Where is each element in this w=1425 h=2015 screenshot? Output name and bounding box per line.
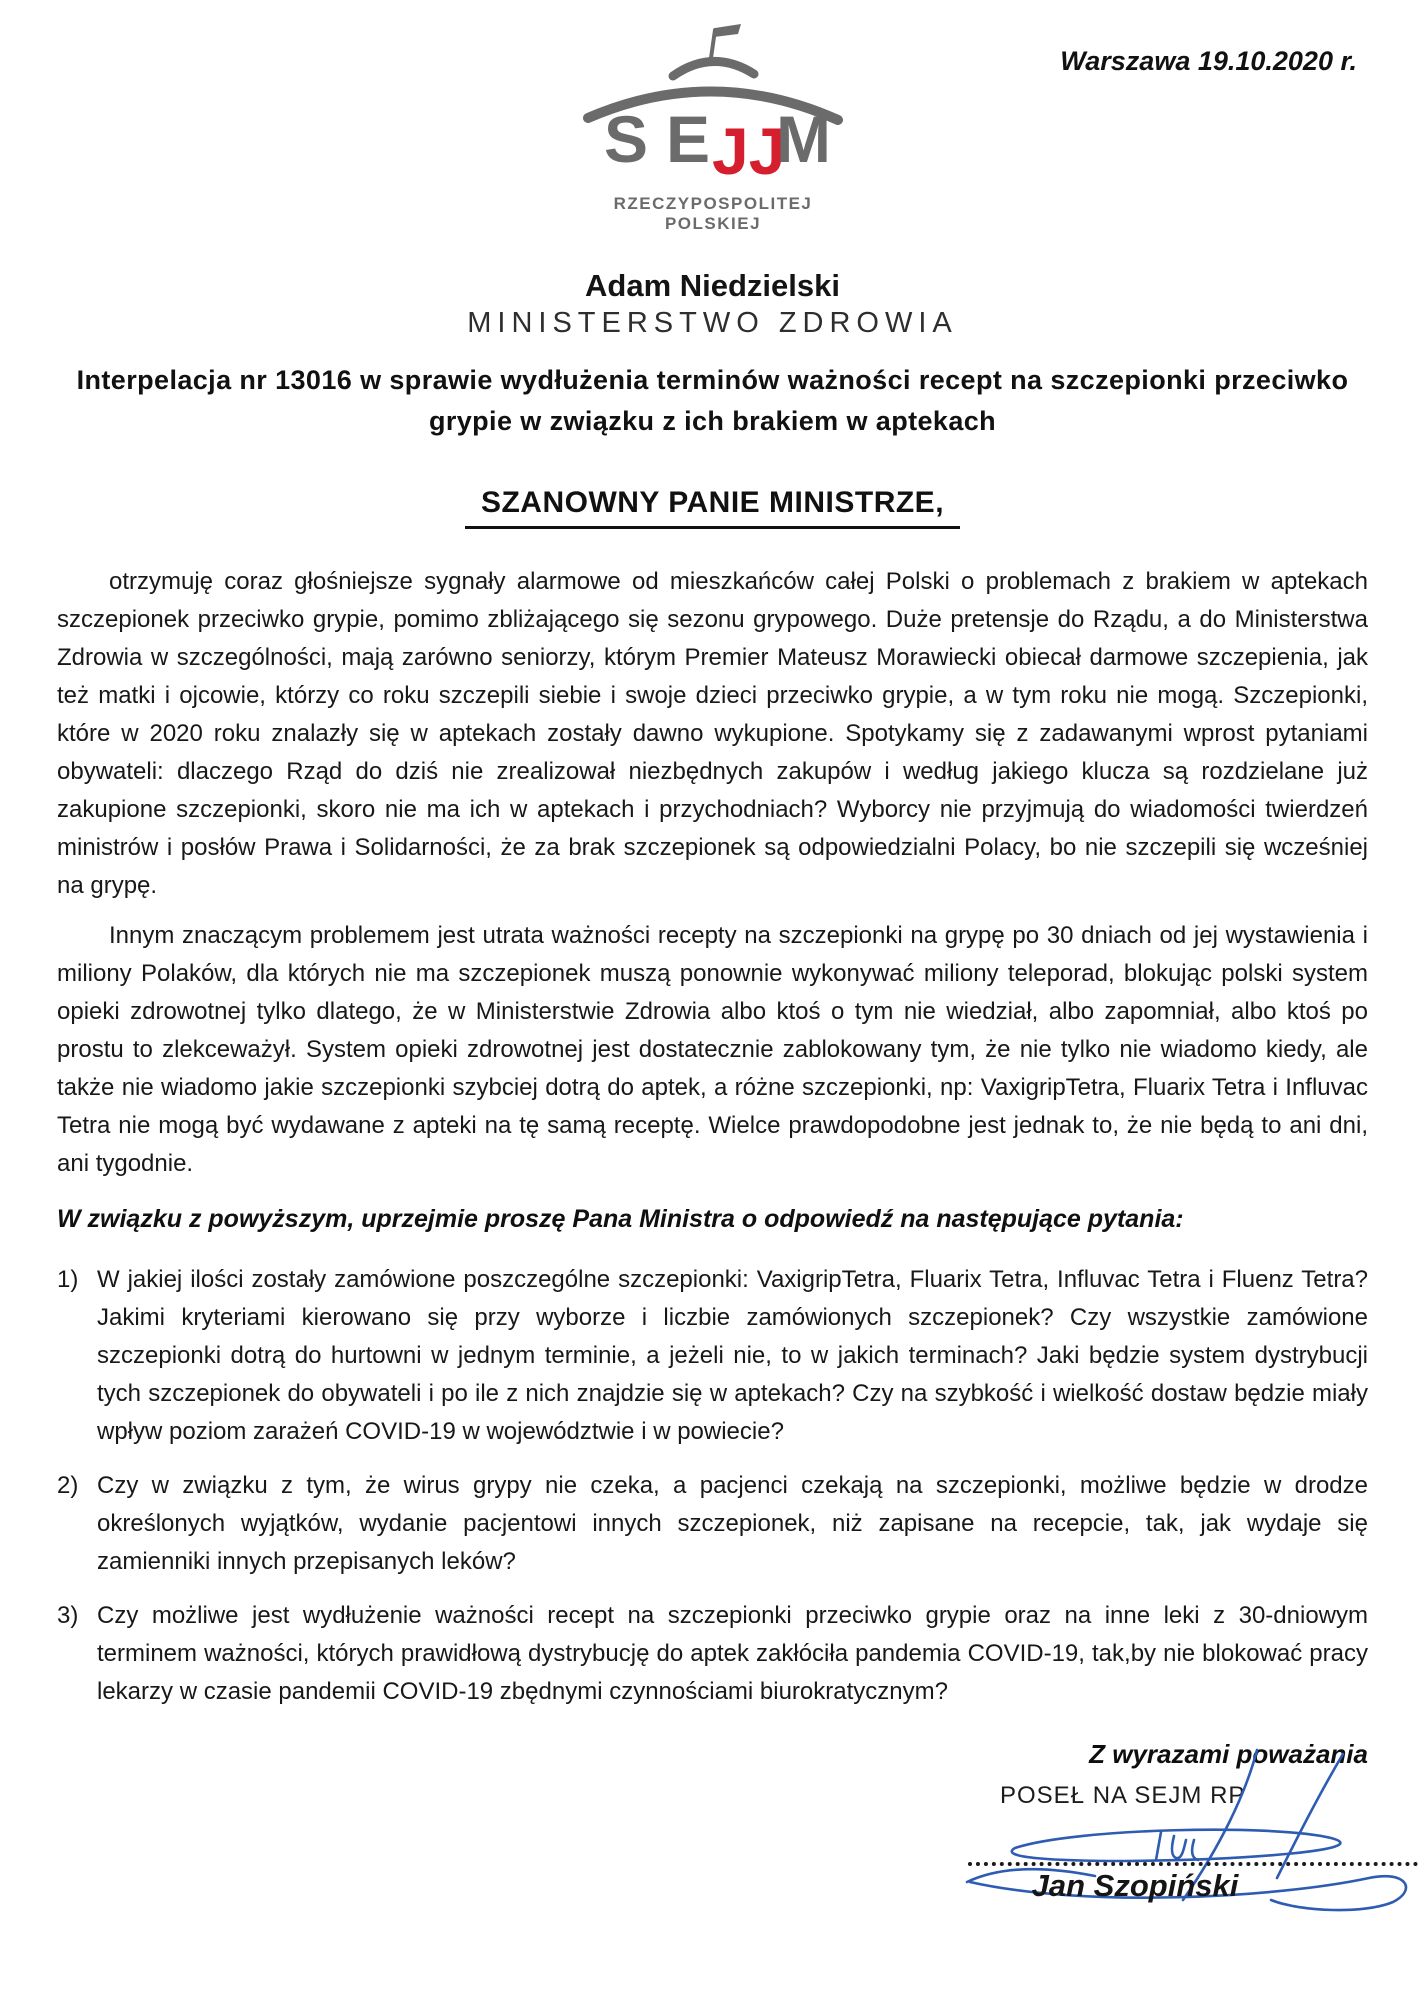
sejm-dome-icon xyxy=(578,22,848,187)
sejm-logo xyxy=(578,22,848,234)
question-item-1 xyxy=(57,1261,1368,1451)
recipient-name: Adam Niedzielski xyxy=(585,268,840,303)
signature-dotted-line xyxy=(968,1840,1418,1866)
lead-in-line: W związku z powyższym, uprzejmie proszę Pana Ministra o odpowiedź na następujące pytania: xyxy=(57,1205,1184,1233)
question-text: Czy możliwe jest wydłużenie ważności recept na szczepionki przeciwko grypie oraz na inne leki z 30-dniowym terminem ważności, których prawidłową dystrybucję do aptek zakłóciła pandemia COVID-19, tak,by nie blokować pracy lekarzy w czasie pandemii COVID-19 zbędnymi czynnościami biurokratycznym? xyxy=(97,1602,1368,1705)
question-number: 2) xyxy=(57,1472,79,1499)
question-number: 3) xyxy=(57,1602,79,1629)
salutation-wrap xyxy=(57,486,1368,529)
logo-letters-jj: JJ xyxy=(712,114,786,187)
question-item-3 xyxy=(57,1597,1368,1711)
closing-line: Z wyrazami poważania xyxy=(1089,1739,1368,1769)
question-item-2 xyxy=(57,1467,1368,1581)
letter-body xyxy=(57,268,1368,1770)
signature-title: POSEŁ NA SEJM RP xyxy=(1000,1782,1246,1809)
salutation: SZANOWNY PANIE MINISTRZE, xyxy=(465,486,960,529)
question-list xyxy=(57,1261,1368,1711)
paragraph-2: Innym znaczącym problemem jest utrata ważności recepty na szczepionki na grypę po 30 dniach od jej wystawienia i miliony Polaków, dla których nie ma szczepionek muszą ponownie wykonywać miliony teleporad, blokując polski system opieki zdrowotnej tylko dlatego, że w Ministerstwie Zdrowia albo ktoś o tym nie wiedział, albo zapomniał, albo ktoś po prostu to zlekceważył. System opieki zdrowotnej jest dostatecznie zablokowany tym, że nie tylko nie wiadomo kiedy, ale także nie wiadomo jakie szczepionki szybciej dotrą do aptek, a różne szczepionki, np: VaxigripTetra, Fluarix Tetra i Influvac Tetra nie mogą być wydawane z apteki na tę samą receptę. Wielce prawdopodobne jest jednak to, że nie będą to ani dni, ani tygodnie. xyxy=(57,922,1368,1177)
logo-caption: RZECZYPOSPOLITEJ POLSKIEJ xyxy=(613,194,813,233)
question-text: Czy w związku z tym, że wirus grypy nie czeka, a pacjenci czekają na szczepionki, możliwe będzie w drodze określonych wyjątków, wydanie pacjentowi innych szczepionek, niż zapisane na recepcie, tak, jak wydaje się zamienniki innych przepisanych leków? xyxy=(97,1472,1368,1575)
subject-line: Interpelacja nr 13016 w sprawie wydłużenia terminów ważności recept na szczepionki przeciwko grypie w związku z ich brakiem w aptekach xyxy=(76,365,1349,436)
recipient-institution: MINISTERSTWO ZDROWIA xyxy=(467,307,958,339)
logo-letter-s: S xyxy=(604,102,649,176)
paragraph-1: otrzymuję coraz głośniejsze sygnały alarmowe od mieszkańców całej Polski o problemach z brakiem w aptekach szczepionek przeciwko grypie, pomimo zbliżającego się sezonu grypowego. Duże pretensje do Rządu, a do Ministerstwa Zdrowia w szczególności, mają zarówno seniorzy, którym Premier Mateusz Morawiecki obiecał darmowe szczepienia, jak też matki i ojcowie, którzy co roku szczepili siebie i swoje dzieci przeciwko grypie, a w tym roku nie mogą. Szczepionki, które w 2020 roku znalazły się w aptekach zostały dawno wykupione. Spotykamy się z zadawanymi wprost pytaniami obywateli: dlaczego Rząd do dziś nie zrealizował niezbędnych zakupów i według jakiego klucza są rozdzielane już zakupione szczepionki, skoro nie ma ich w aptekach i przychodniach? Wyborcy nie przyjmują do wiadomości twierdzeń ministrów i posłów Prawa i Solidarności, że za brak szczepionek są odpowiedzialni Polacy, bo nie szczepili się wcześniej na grypę. xyxy=(57,568,1368,899)
letter-date: Warszawa 19.10.2020 r. xyxy=(1060,46,1357,76)
question-text: W jakiej ilości zostały zamówione poszczególne szczepionki: VaxigripTetra, Fluarix Tetra, Influvac Tetra i Fluenz Tetra? Jakimi kryteriami kierowano się przy wyborze i liczbie zamówionych szczepionek? Czy wszystkie zamówione szczepionki dotrą do hurtowni w jednym terminie, a jeżeli nie, to w jakich terminach? Jaki będzie system dystrybucji tych szczepionek do obywateli i po ile z nich znajdzie się w aptekach? Czy na szybkość i wielkość dostaw będzie miały wpływ poziom zarażeń COVID-19 w województwie i w powiecie? xyxy=(97,1266,1368,1445)
logo-letter-e: E xyxy=(666,102,711,176)
signature-name: Jan Szopiński xyxy=(1031,1868,1239,1903)
logo-letter-m: M xyxy=(776,102,831,176)
question-number: 1) xyxy=(57,1266,79,1293)
